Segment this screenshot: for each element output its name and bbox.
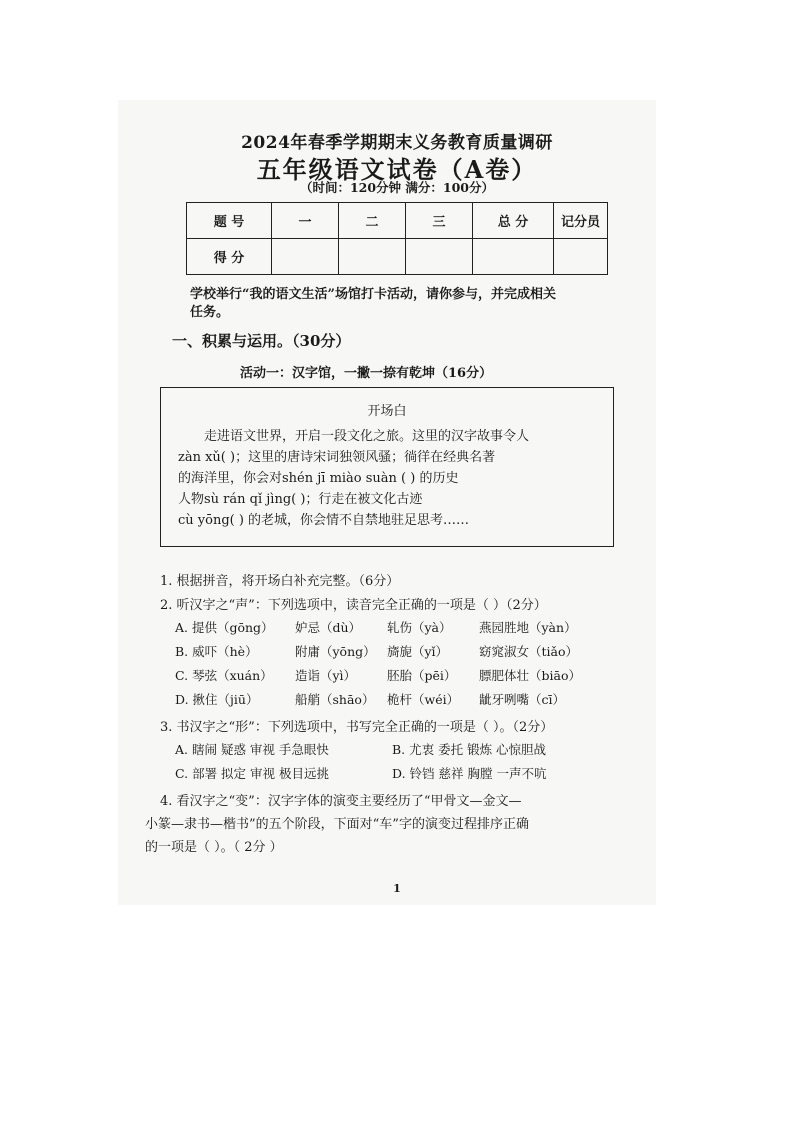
question-4-line: 小篆—隶书—楷书”的五个阶段，下面对“车”字的演变过程排序正确 bbox=[145, 817, 529, 832]
opening-line: 人物sù rán qǐ jìng( )；行走在被文化古迹 bbox=[178, 492, 423, 507]
exam-title-line1: 2024年春季学期期末义务教育质量调研 bbox=[241, 133, 553, 153]
question-4-line: 4. 看汉字之“变”：汉字字体的演变主要经历了“甲骨文—金文— bbox=[160, 794, 522, 809]
opening-line: zàn xǔ( )；这里的唐诗宋词独领风骚；徜徉在经典名著 bbox=[178, 450, 496, 465]
score-cell-part2: 二 bbox=[339, 203, 406, 239]
q2-option: 附庸（yōng） bbox=[295, 644, 376, 659]
q2-option: 旖旎（yǐ） bbox=[387, 644, 449, 659]
score-blank bbox=[473, 239, 554, 275]
q2-option: 轧伤（yà） bbox=[387, 620, 452, 635]
intro-line: 任务。 bbox=[190, 305, 230, 320]
q2-option: 桅杆（wéi） bbox=[387, 692, 460, 707]
opening-line: 走进语文世界，开启一段文化之旅。这里的汉字故事令人 bbox=[204, 429, 530, 444]
q2-option: 燕园胜地（yàn） bbox=[479, 620, 577, 635]
score-row-label: 得 分 bbox=[187, 239, 272, 275]
q2-option: 妒忌（dù） bbox=[295, 620, 362, 635]
question-2: 2. 听汉字之“声”：下列选项中，读音完全正确的一项是（ ）（2分） bbox=[160, 598, 547, 613]
question-1: 1. 根据拼音，将开场白补充完整。（6分） bbox=[160, 574, 400, 589]
section1-title: 一、积累与运用。（30分） bbox=[172, 332, 351, 350]
score-table-header-row bbox=[187, 203, 608, 239]
q2-option: 窈窕淑女（tiǎo） bbox=[479, 644, 578, 659]
score-cell-label: 题 号 bbox=[187, 203, 272, 239]
q2-option: D. 揪住（jiū） bbox=[175, 692, 259, 707]
q2-option: 造诣（yì） bbox=[295, 668, 357, 683]
q2-option: 膘肥体壮（biāo） bbox=[479, 668, 581, 683]
score-table-score-row bbox=[187, 239, 608, 275]
activity1-title: 活动一：汉字馆，一撇一捺有乾坤（16分） bbox=[240, 366, 493, 381]
q3-option: D. 铃铛 慈祥 胸膛 一声不吭 bbox=[392, 766, 547, 781]
score-blank bbox=[406, 239, 473, 275]
opening-line: cù yōng( ) 的老城，你会情不自禁地驻足思考…… bbox=[178, 513, 470, 528]
score-cell-part1: 一 bbox=[272, 203, 339, 239]
opening-box-title: 开场白 bbox=[367, 404, 407, 419]
q3-option: B. 尤衷 委托 锻炼 心惊胆战 bbox=[392, 742, 547, 757]
exam-title-line2: 五年级语文试卷（A卷） bbox=[256, 155, 538, 184]
opening-line: 的海洋里，你会对shén jī miào suàn ( ) 的历史 bbox=[178, 471, 459, 486]
q2-option: 龇牙咧嘴（cī） bbox=[479, 692, 565, 707]
q2-option: B. 威吓（hè） bbox=[175, 644, 258, 659]
score-cell-part3: 三 bbox=[406, 203, 473, 239]
score-blank bbox=[554, 239, 608, 275]
intro-line: 学校举行“我的语文生活”场馆打卡活动，请你参与，并完成相关 bbox=[190, 287, 556, 302]
q2-option: 船艄（shāo） bbox=[295, 692, 375, 707]
q2-option: A. 提供（gōng） bbox=[175, 620, 274, 635]
question-3: 3. 书汉字之“形”：下列选项中，书写完全正确的一项是（ ）。（2分） bbox=[160, 720, 554, 735]
score-blank bbox=[272, 239, 339, 275]
score-cell-grader: 记分员 bbox=[554, 203, 608, 239]
q2-option: 胚胎（pēi） bbox=[387, 668, 457, 683]
score-table bbox=[186, 202, 608, 275]
score-cell-total: 总 分 bbox=[473, 203, 554, 239]
exam-time-info: （时间：120分钟 满分：100分） bbox=[299, 180, 495, 195]
opening-box bbox=[160, 387, 614, 547]
question-4-line: 的一项是（ ）。（ 2分 ） bbox=[145, 840, 283, 855]
q3-option: A. 瞎闹 疑惑 审视 手急眼快 bbox=[175, 742, 329, 757]
score-blank bbox=[339, 239, 406, 275]
q2-option: C. 琴弦（xuán） bbox=[175, 668, 273, 683]
q3-option: C. 部署 拟定 审视 极目远挑 bbox=[175, 766, 329, 781]
page-number: 1 bbox=[393, 882, 401, 895]
